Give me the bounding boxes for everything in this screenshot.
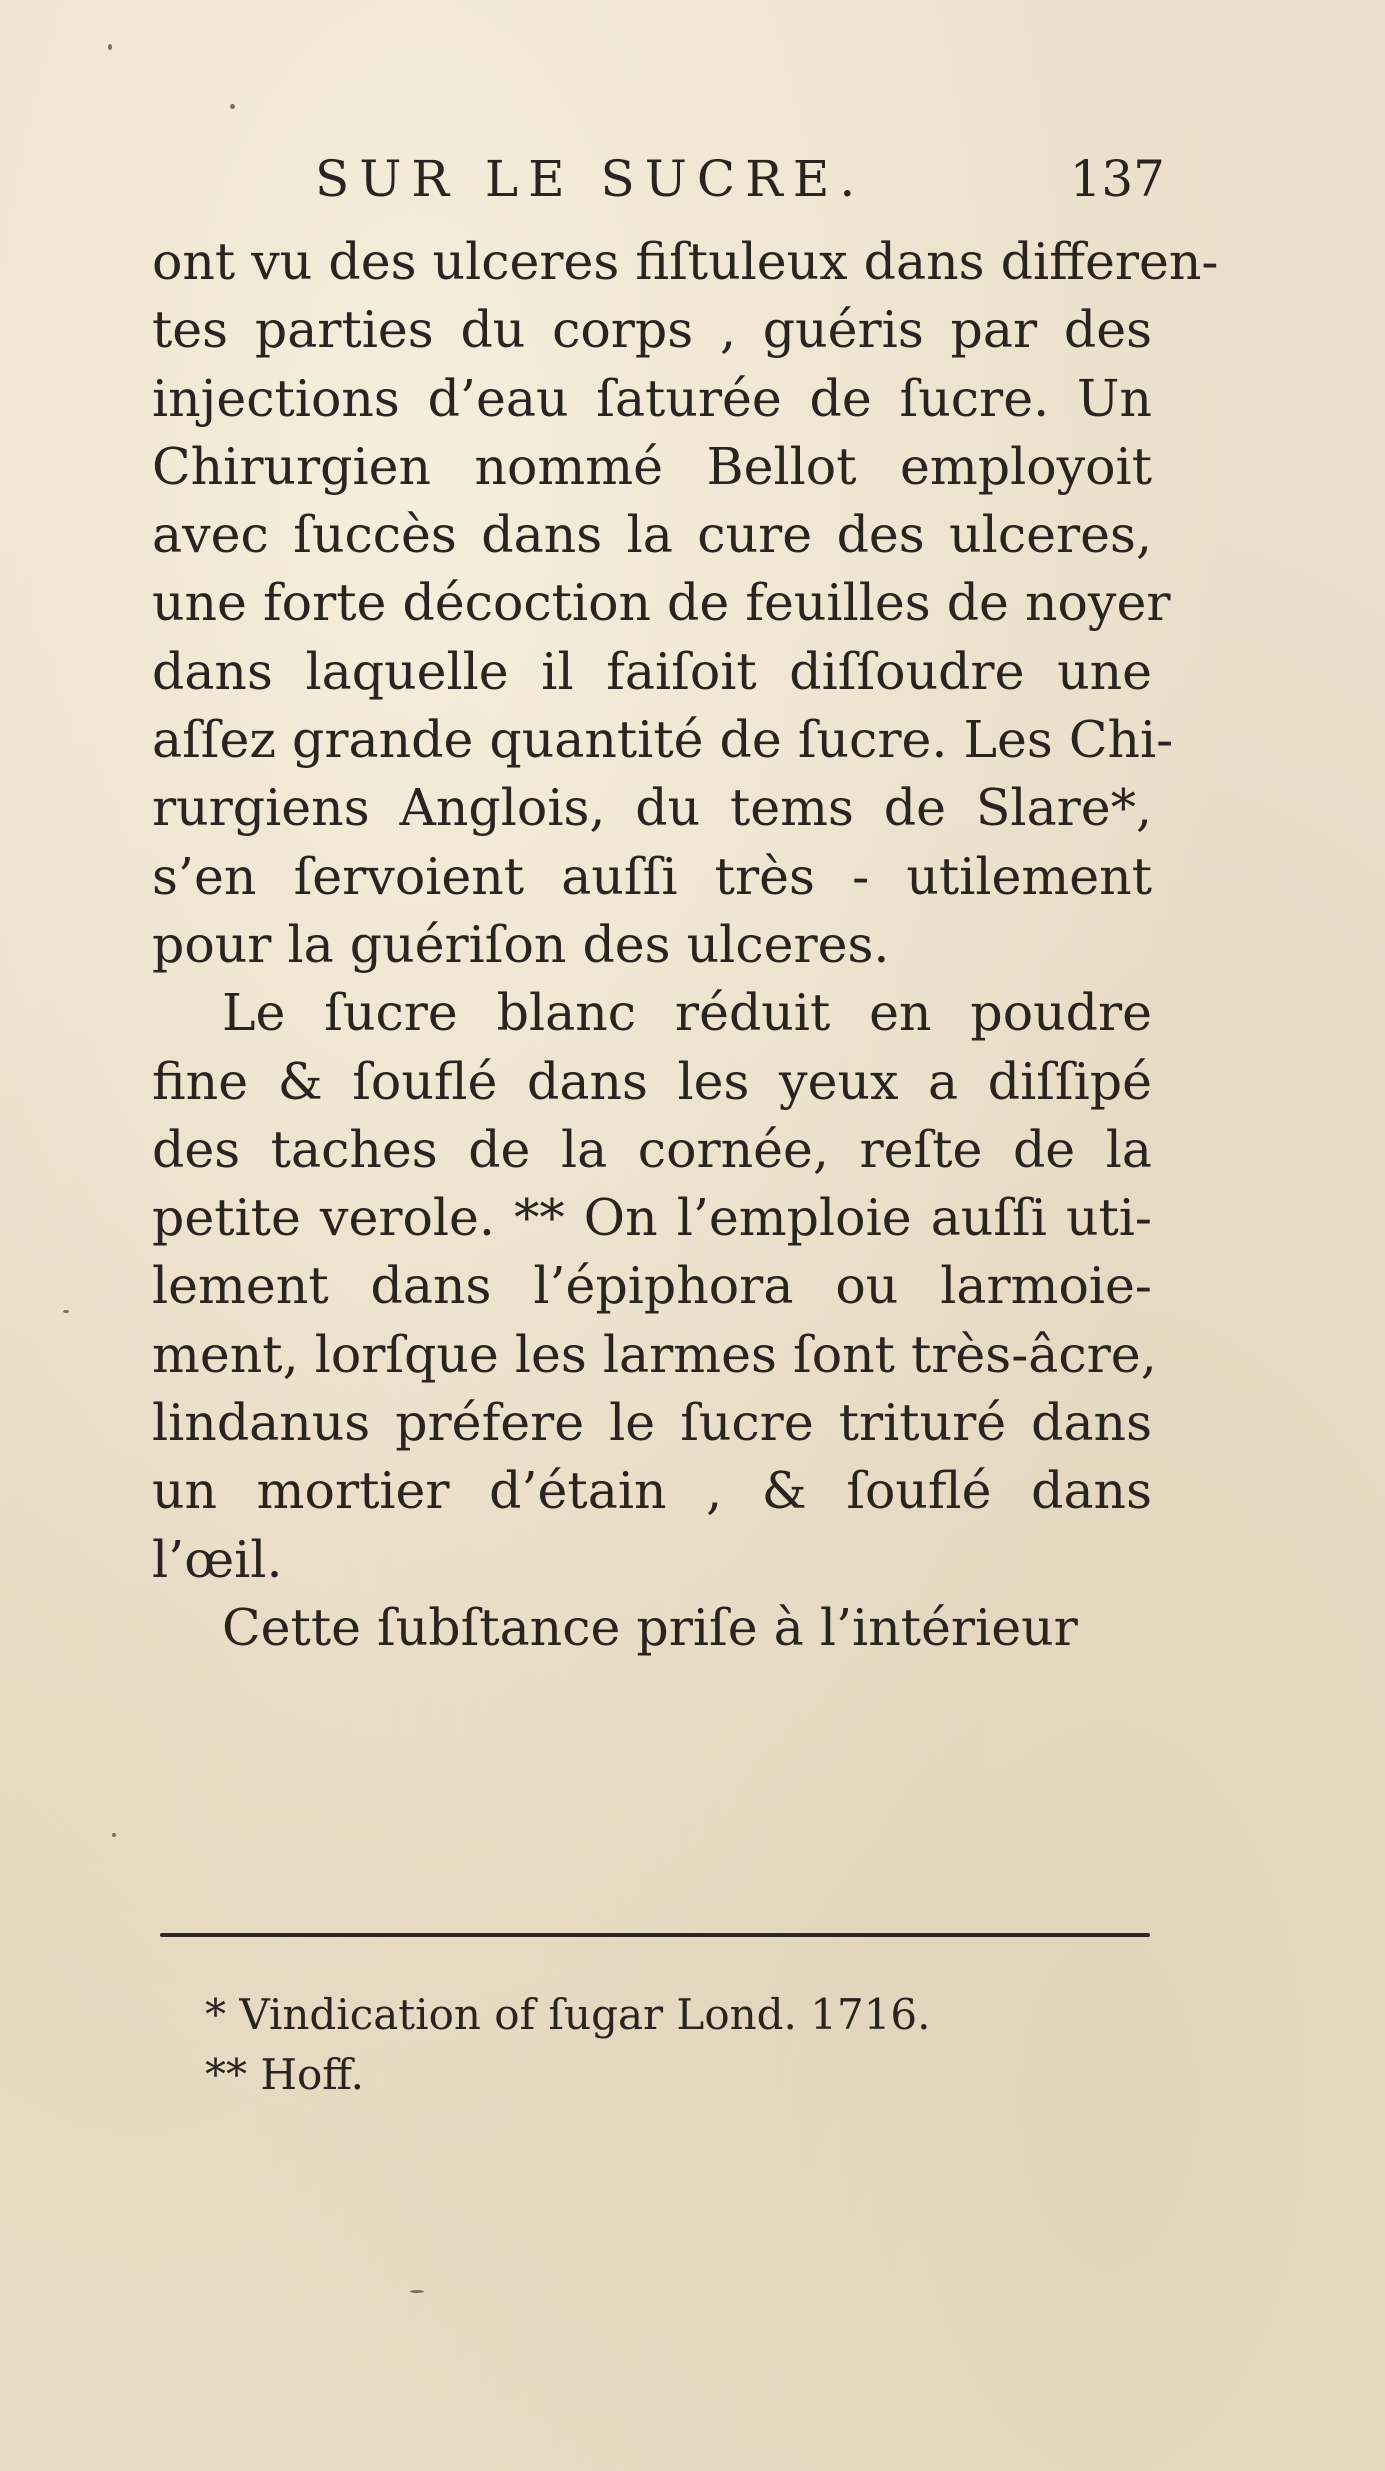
paper-speck: [112, 1833, 116, 1837]
text-line: pour la guériſon des ulceres.: [152, 914, 890, 974]
text-line: ment, lorſque les larmes ſont très-âcre,: [152, 1324, 1157, 1384]
text-line: l’œil.: [152, 1529, 283, 1589]
body-text: [152, 228, 1219, 1662]
text-line: Chirurgien nommé Bellot employoit: [152, 436, 1152, 496]
text-line: avec ſuccès dans la cure des ulceres,: [152, 505, 1152, 565]
text-line: s’en ſervoient auſſi très - utilement: [152, 846, 1152, 906]
text-line: dans laquelle il faiſoit diſſoudre une: [152, 641, 1152, 701]
page-number: 137: [1069, 150, 1165, 208]
running-head: SUR LE SUCRE.: [315, 150, 866, 208]
text-line: une forte décoction de feuilles de noyer: [152, 573, 1171, 633]
paper-speck: [63, 1310, 69, 1313]
paper-speck: [410, 2290, 424, 2293]
paper-speck: [230, 104, 235, 109]
text-line: lement dans l’épiphora ou larmoie-: [152, 1256, 1152, 1316]
footnote-rule: [160, 1933, 1150, 1937]
footnote: * Vindication of ſugar Lond. 1716.: [205, 1990, 931, 2039]
text-line: des taches de la cornée, reſte de la: [152, 1119, 1152, 1179]
text-line: rurgiens Anglois, du tems de Slare*,: [152, 778, 1152, 838]
text-line: injections d’eau ſaturée de ſucre. Un: [152, 368, 1152, 428]
paragraph-start-line: Cette ſubſtance priſe à l’intérieur: [222, 1597, 1078, 1657]
text-line: fine & ſouflé dans les yeux a diſſipé: [152, 1051, 1152, 1111]
footnote: ** Hoff.: [205, 2050, 364, 2099]
text-line: petite verole. ** On l’emploie auſſi uti-: [152, 1188, 1152, 1248]
paper-speck: [108, 44, 112, 50]
text-line: tes parties du corps , guéris par des: [152, 300, 1152, 360]
text-line: lindanus préfere le ſucre trituré dans: [152, 1393, 1152, 1453]
text-line: ont vu des ulceres fiſtuleux dans differen-: [152, 232, 1219, 291]
text-line: aſſez grande quantité de ſucre. Les Chi-: [152, 710, 1174, 770]
footnotes: [205, 1985, 1105, 2105]
page-header: [315, 150, 1165, 220]
text-line: un mortier d’étain , & ſouflé dans: [152, 1461, 1152, 1521]
paragraph-start-line: Le ſucre blanc réduit en poudre: [222, 983, 1152, 1043]
